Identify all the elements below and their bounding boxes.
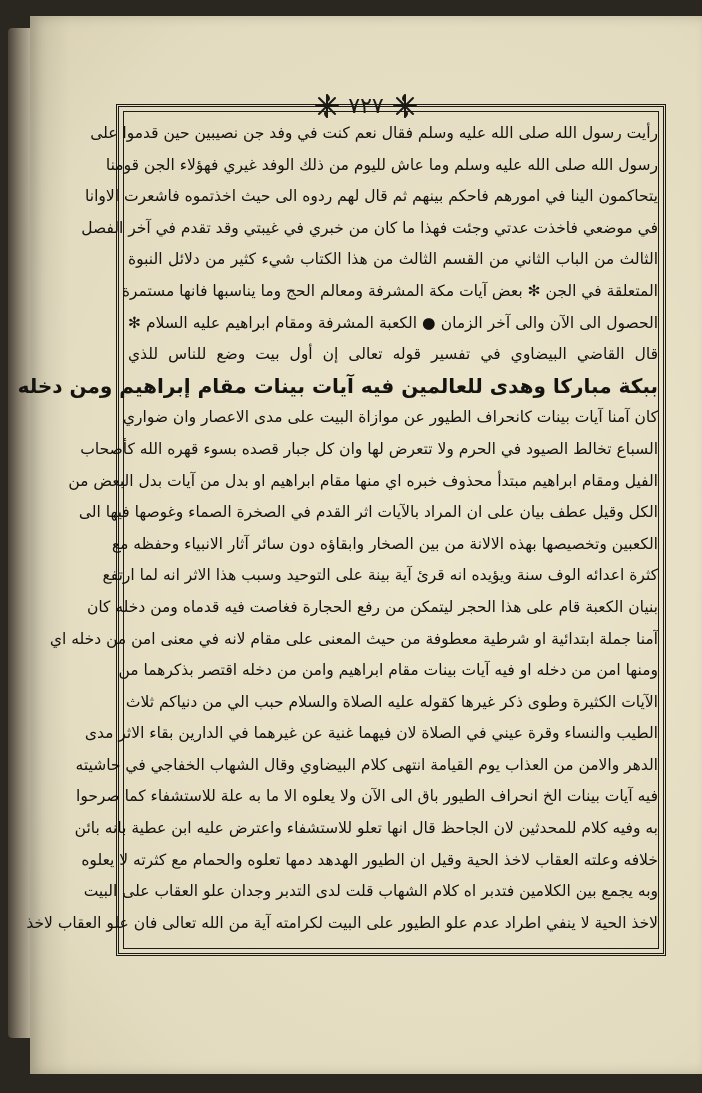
text-line: رأيت رسول الله صلى الله عليه وسلم فقال نعم كنت في وفد جن نصيبين حين قدموا على — [90, 124, 658, 142]
text-line: الثالث من الباب الثاني من القسم الثالث من هذا الكتاب شيء كثير من دلائل النبوة — [128, 250, 658, 269]
text-line: به وفيه كلام للمحدثين لان الجاحظ قال انها تعلو للاستشفاء واعترض عليه ابن عطية بانه بائن — [74, 819, 658, 838]
page-number: ٧٢٧ — [348, 93, 384, 119]
text-line: الحصول الى الآن والى آخر الزمان ● الكعبة المشرفة ومقام ابراهيم عليه السلام ✻ — [128, 313, 658, 332]
text-line: وبه يجمع بين الكلامين فتدبر اه كلام الشهاب قلت لدى التدبر وجدان علو العقاب على البيت — [83, 882, 658, 901]
text-line: كثرة اعدائه الوف سنة ويؤيده انه قرئ آية بينة على التوحيد وسبب هذا الاثر انه لما ارتفع — [102, 566, 658, 585]
text-line: كان آمنا آيات بينات كانحراف الطيور عن موازاة البيت على مدى الاعصار وان ضواري — [122, 408, 658, 427]
quran-verse-line: ببكة مباركا وهدى للعالمين فيه آيات بينات مقام إبراهيم ومن دخله — [17, 373, 658, 398]
text-line: الكعبين وتخصيصها بهذه الالانة من بين الصخار وابقاؤه دون سائر آثار الانبياء وحفظه مع — [111, 534, 658, 553]
text-line: بنيان الكعبة قام على هذا الحجر ليتمكن من رفع الحجارة فغاصت فيه قدماه ومن دخله كان — [86, 597, 658, 616]
text-line: الفيل ومقام ابراهيم مبتدأ محذوف خبره اي منها مقام ابراهيم او بدل من آيات بدل البعض من — [68, 471, 658, 490]
text-line: السباع تخالط الصيود في الحرم ولا تتعرض لها وان كل جبار قصده بسوء قهره الله كأصحاب — [80, 439, 658, 458]
text-line: قال القاضي البيضاوي في تفسير قوله تعالى إن أول بيت وضع للناس للذي — [128, 345, 658, 364]
text-line: الآيات الكثيرة وطوى ذكر غيرها كقوله عليه الصلاة والسلام حبب الي من دنياكم ثلاث — [125, 692, 658, 711]
text-line: خلافه وعلته العقاب لاخذ الحية وقيل ان الطيور الهدهد دمها تعلوه والحمام مع كثرته لا يعلوه — [81, 850, 658, 869]
text-line: يتحاكمون الينا في امورهم فاحكم بينهم ثم قال لهم ردوه الى حيث اخذتموه فاشعرت الاوانا — [85, 187, 658, 206]
text-line: آمنا جملة ابتدائية او شرطية معطوفة من حيث المعنى على مقام لانه في معنى امن من دخله اي — [49, 629, 658, 648]
text-line: المتعلقة في الجن ✻ بعض آيات مكة المشرفة ومعالم الحج وما يناسبها فانها مستمرة — [121, 281, 658, 300]
text-line: الطيب والنساء وقرة عيني في الصلاة لان فيهما غنية عن غيرهما في الدارين بقاء الاثر مدى — [84, 724, 658, 743]
text-line: الدهر والامن من العذاب يوم القيامة انتهى كلام البيضاوي وقال الشهاب الخفاجي في حاشيته — [75, 755, 658, 774]
body-text — [17, 118, 658, 944]
text-line: فيه آيات بينات الخ انحراف الطيور باق الى الآن ولا يعلوه الا ما به علة للاستشفاء كما صرحوا — [76, 787, 658, 806]
text-line: لاخذ الحية لا ينفي اطراد عدم علو الطيور على البيت لكرامته آية من الله تعالى فان علو العقاب لاخذ — [26, 913, 658, 932]
text-line: ومنها امن من دخله او فيه آيات بينات مقام ابراهيم وامن من دخله اقتصر بذكرهما من — [118, 661, 658, 680]
text-line: في موضعي فاخذت عدتي وجئت فهذا ما كان من خبري في غيبتي وقد تقدم في آخر الفصل — [81, 218, 658, 237]
text-line: الكل وقيل عطف بيان على ان المراد بالآيات اثر القدم في الصخرة الصماء وغوصها فيها الى — [78, 503, 658, 522]
text-line: رسول الله صلى الله عليه وسلم وما عاش لليوم من ذلك الوفد غيري فهؤلاء الجن قومنا — [105, 155, 658, 174]
